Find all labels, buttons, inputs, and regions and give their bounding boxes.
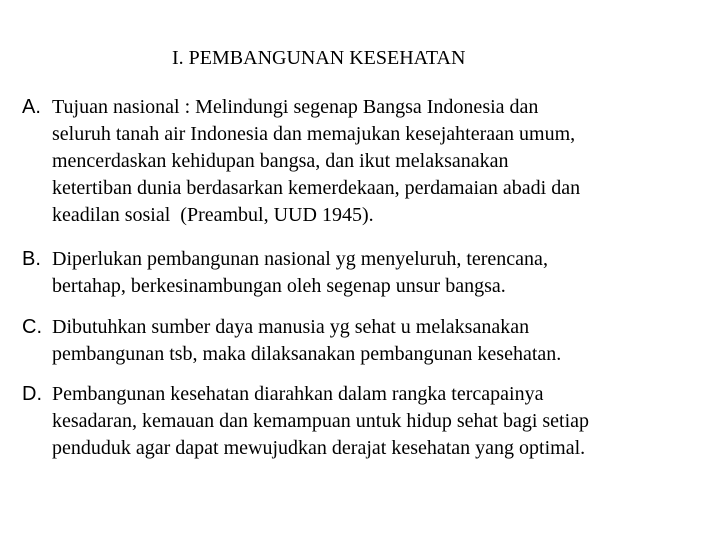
list-item-c (22, 314, 712, 368)
list-item-text (52, 381, 712, 462)
list-item-d (22, 381, 712, 462)
text-line: pembangunan tsb, maka dilaksanakan pembangunan kesehatan. (52, 343, 562, 365)
text-line: Diperlukan pembangunan nasional yg menyeluruh, terencana, (52, 248, 548, 270)
text-line: Tujuan nasional : Melindungi segenap Bangsa Indonesia dan (52, 96, 539, 118)
text-line: seluruh tanah air Indonesia dan memajukan kesejahteraan umum, (52, 123, 576, 145)
text-line: keadilan sosial (Preambul, UUD 1945). (52, 204, 374, 226)
list-item-text (52, 314, 712, 368)
list-marker: D. (22, 383, 42, 405)
text-line: ketertiban dunia berdasarkan kemerdekaan, perdamaian abadi dan (52, 177, 581, 199)
text-line: Dibutuhkan sumber daya manusia yg sehat u melaksanakan (52, 316, 530, 338)
text-line: mencerdaskan kehidupan bangsa, dan ikut melaksanakan (52, 150, 509, 172)
text-line: penduduk agar dapat mewujudkan derajat kesehatan yang optimal. (52, 437, 586, 459)
text-line: bertahap, berkesinambungan oleh segenap unsur bangsa. (52, 275, 506, 297)
text-line: Pembangunan kesehatan diarahkan dalam rangka tercapainya (52, 383, 544, 405)
list-marker: B. (22, 248, 41, 270)
list-marker: A. (22, 96, 41, 118)
list-item-text (52, 246, 712, 300)
text-line: kesadaran, kemauan dan kemampuan untuk hidup sehat bagi setiap (52, 410, 590, 432)
list-item-b (22, 246, 712, 300)
list-item-a (22, 94, 712, 229)
slide-title: I. PEMBANGUNAN KESEHATAN (172, 47, 466, 69)
list-item-text (52, 94, 712, 229)
list-marker: C. (22, 316, 42, 338)
